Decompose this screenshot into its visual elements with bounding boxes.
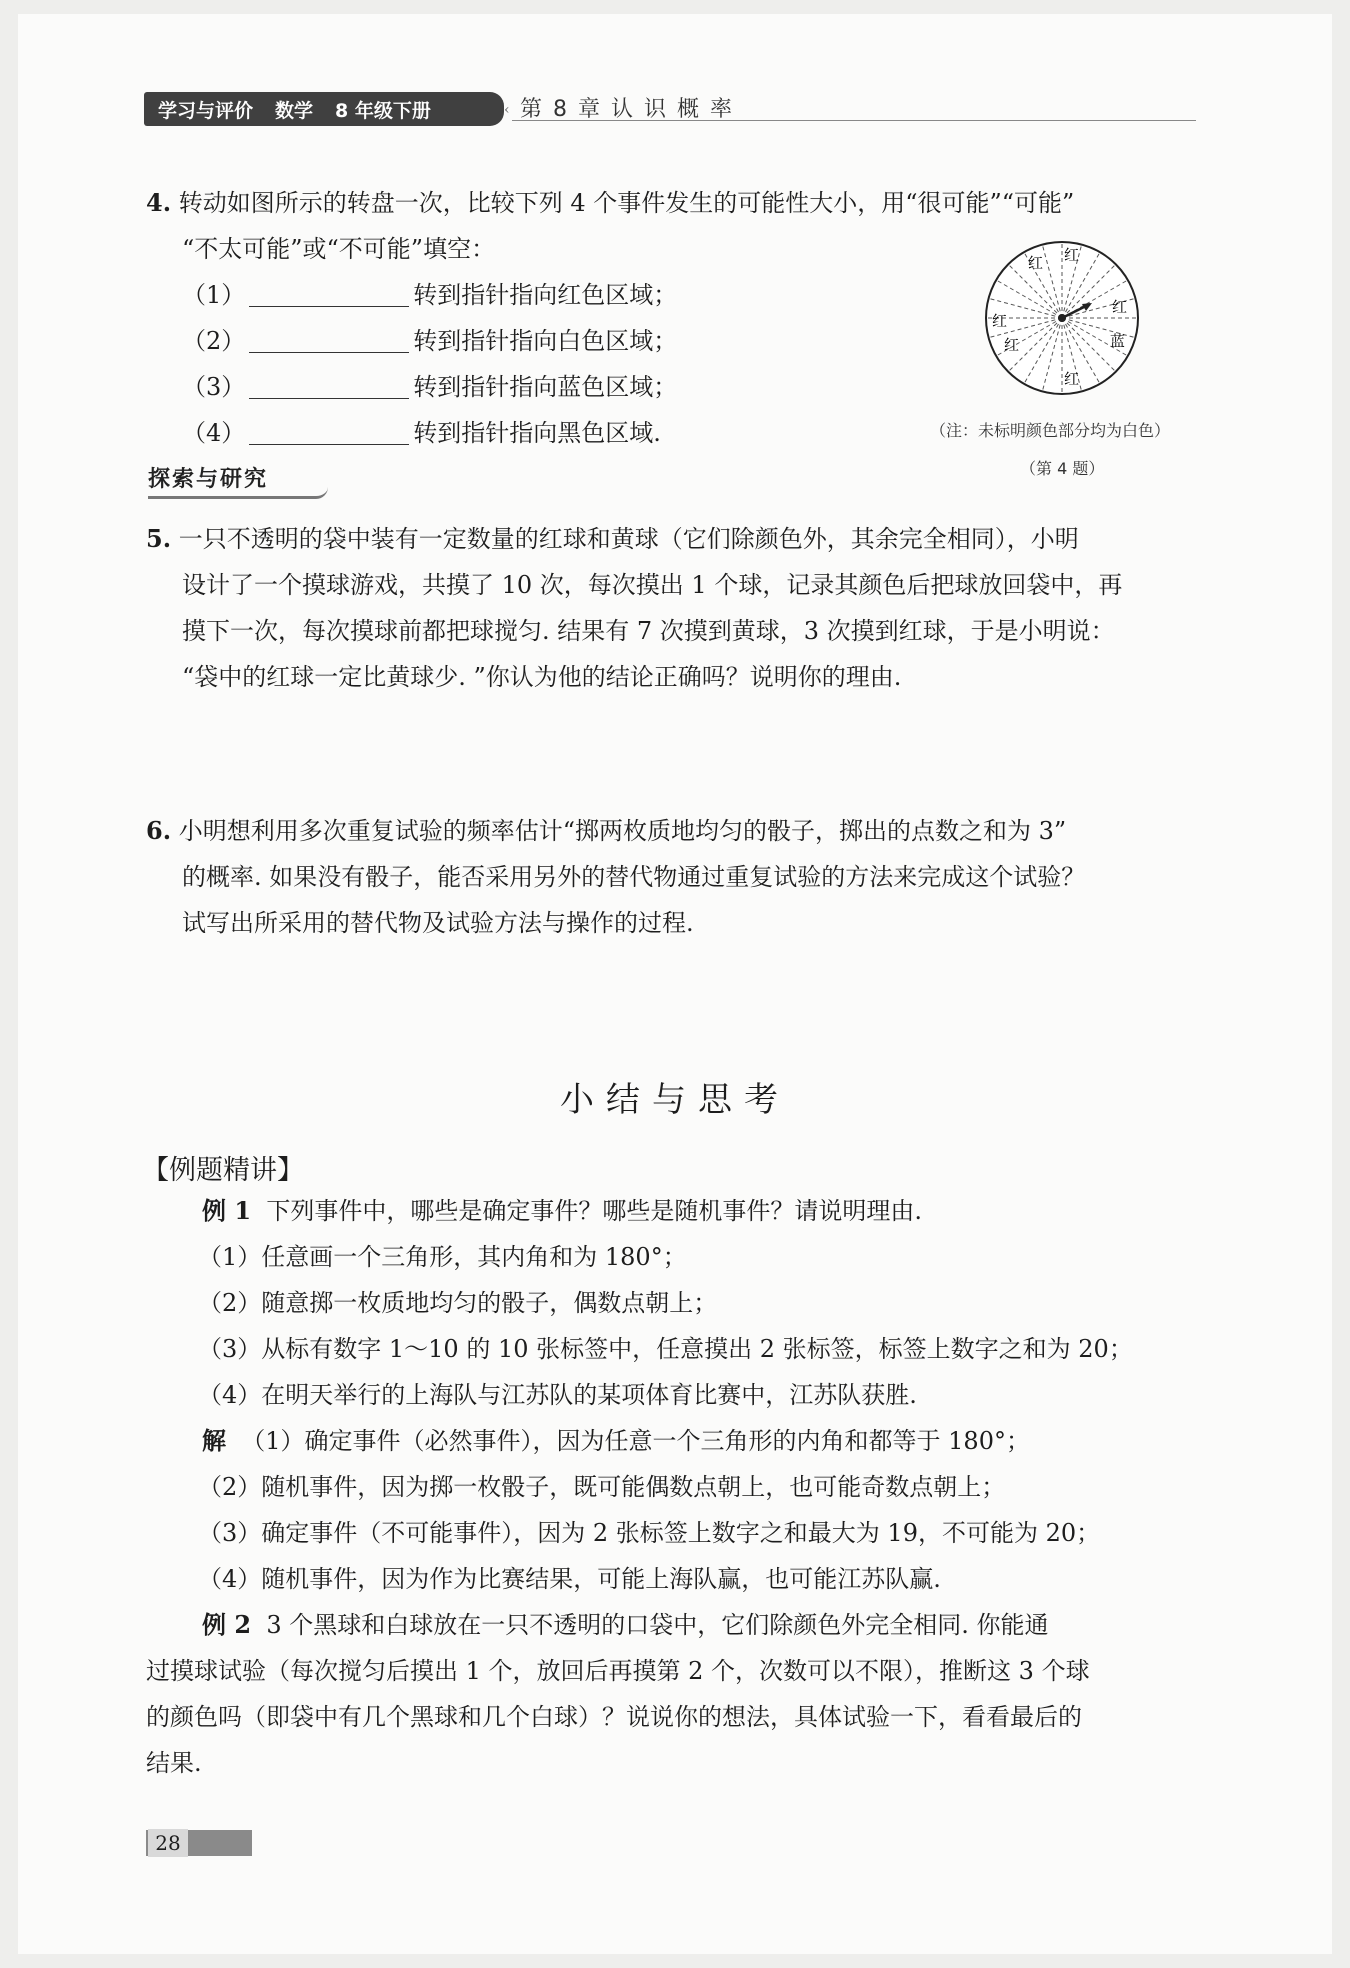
spinner-figure xyxy=(982,238,1142,398)
q4-items xyxy=(182,272,677,456)
q4-item-label: （1） xyxy=(182,281,246,309)
ex1-question xyxy=(202,1188,922,1234)
ex1-item: （3）从标有数字 1～10 的 10 张标签中，任意摸出 2 张标签，标签上数字之和为 20； xyxy=(198,1335,1133,1363)
solution-label: 解 xyxy=(202,1426,226,1455)
ex1-solution: （4）随机事件，因为作为比赛结果，可能上海队赢，也可能江苏队赢. xyxy=(198,1565,941,1593)
q4-item-label: （2） xyxy=(182,327,246,355)
q5-line: 摸下一次，每次摸球前都把球搅匀. 结果有 7 次摸到黄球，3 次摸到红球，于是小明说： xyxy=(182,617,1115,645)
q6-line xyxy=(146,808,1066,854)
ex1-solution: （3）确定事件（不可能事件），因为 2 张标签上数字之和最大为 19，不可能为 20； xyxy=(198,1519,1101,1547)
summary-title: 小结与思考 xyxy=(560,1080,790,1120)
header-series-bar xyxy=(144,92,504,126)
ex2-label: 例 2 xyxy=(202,1610,252,1639)
header-series: 学习与评价 xyxy=(158,99,254,122)
explore-section-banner: 探索与研究 xyxy=(148,462,328,499)
q6-line: 试写出所采用的替代物及试验方法与操作的过程. xyxy=(182,909,694,937)
figure-caption: （第 4 题） xyxy=(1020,459,1105,478)
q4-item xyxy=(182,272,677,318)
q5-line-text: 一只不透明的袋中装有一定数量的红球和黄球（它们除颜色外，其余完全相同），小明 xyxy=(178,525,1079,553)
q4-item-text: 转到指针指向蓝色区域； xyxy=(413,373,678,401)
header-subject: 数学 xyxy=(275,99,314,122)
ex1-solution: （2）随机事件，因为掷一枚骰子，既可能偶数点朝上，也可能奇数点朝上； xyxy=(198,1473,1006,1501)
spinner-label-red: 红 xyxy=(992,312,1008,330)
q4-item-text: 转到指针指向红色区域； xyxy=(413,281,678,309)
header-grade: 8 年级下册 xyxy=(335,99,431,122)
q5-line xyxy=(146,516,1079,562)
ex2-line: 的颜色吗（即袋中有几个黑球和几个白球）？说说你的想法，具体试验一下，看看最后的 xyxy=(146,1703,1082,1731)
q4-item xyxy=(182,410,677,456)
page-number: 28 xyxy=(148,1829,188,1857)
spinner-label-red: 红 xyxy=(1064,246,1080,264)
answer-blank[interactable] xyxy=(249,370,409,399)
ex1-item: （1）任意画一个三角形，其内角和为 180°； xyxy=(198,1243,687,1271)
q5-line: “袋中的红球一定比黄球少. ”你认为他的结论正确吗？说明你的理由. xyxy=(182,663,902,691)
header-rule xyxy=(512,120,1196,121)
header-chapter: 第 8 章 认 识 概 率 xyxy=(520,97,734,122)
ex1-item: （2）随意掷一枚质地均匀的骰子，偶数点朝上； xyxy=(198,1289,718,1317)
q4-item-label: （4） xyxy=(182,419,246,447)
ex2-line xyxy=(202,1602,1048,1648)
q4-item-text: 转到指针指向黑色区域. xyxy=(413,419,661,447)
q6-line-text: 小明想利用多次重复试验的频率估计“掷两枚质地均匀的骰子，掷出的点数之和为 3” xyxy=(178,817,1067,845)
ex2-line: 结果. xyxy=(146,1749,202,1777)
ex1-solution-text: （1）确定事件（必然事件），因为任意一个三角形的内角和都等于 180°； xyxy=(241,1427,1030,1455)
answer-blank[interactable] xyxy=(249,278,409,307)
q6-number: 6. xyxy=(146,816,172,845)
ex1-solution-first xyxy=(202,1418,1030,1464)
spinner-label-red: 红 xyxy=(1004,336,1020,354)
q6-line: 的概率. 如果没有骰子，能否采用另外的替代物通过重复试验的方法来完成这个试验？ xyxy=(182,863,1086,891)
q5-number: 5. xyxy=(146,524,172,553)
spinner-label-red: 红 xyxy=(1028,254,1044,272)
ex1-item: （4）在明天举行的上海队与江苏队的某项体育比赛中，江苏队获胜. xyxy=(198,1381,917,1409)
ex2-line: 过摸球试验（每次搅匀后摸出 1 个，放回后再摸第 2 个，次数可以不限），推断这 3 个球 xyxy=(146,1657,1090,1685)
ex1-label: 例 1 xyxy=(202,1196,252,1225)
q4-number: 4. xyxy=(146,188,172,217)
q4-stem xyxy=(146,180,1206,226)
q4-item-text: 转到指针指向白色区域； xyxy=(413,327,678,355)
answer-blank[interactable] xyxy=(249,324,409,353)
ex1-question-text: 下列事件中，哪些是确定事件？哪些是随机事件？请说明理由. xyxy=(266,1197,922,1225)
q4-item xyxy=(182,318,677,364)
spinner-note: （注：未标明颜色部分均为白色） xyxy=(930,421,1171,440)
example-section-header: 【例题精讲】 xyxy=(142,1155,304,1186)
spinner-label-red: 红 xyxy=(1112,298,1128,316)
q4-item xyxy=(182,364,677,410)
header-arrow-icon: ‹ xyxy=(504,102,510,118)
answer-blank[interactable] xyxy=(249,416,409,445)
ex2-line-text: 3 个黑球和白球放在一只不透明的口袋中，它们除颜色外完全相同. 你能通 xyxy=(266,1611,1049,1639)
spinner-label-blue: 蓝 xyxy=(1110,332,1126,350)
q4-item-label: （3） xyxy=(182,373,246,401)
q5-line: 设计了一个摸球游戏，共摸了 10 次，每次摸出 1 个球，记录其颜色后把球放回袋中，再 xyxy=(182,571,1123,599)
q4-line2: “不太可能”或“不可能”填空： xyxy=(182,235,496,263)
q4-line1: 转动如图所示的转盘一次，比较下列 4 个事件发生的可能性大小，用“很可能”“可能” xyxy=(178,189,1075,217)
spinner-label-red: 红 xyxy=(1064,370,1080,388)
